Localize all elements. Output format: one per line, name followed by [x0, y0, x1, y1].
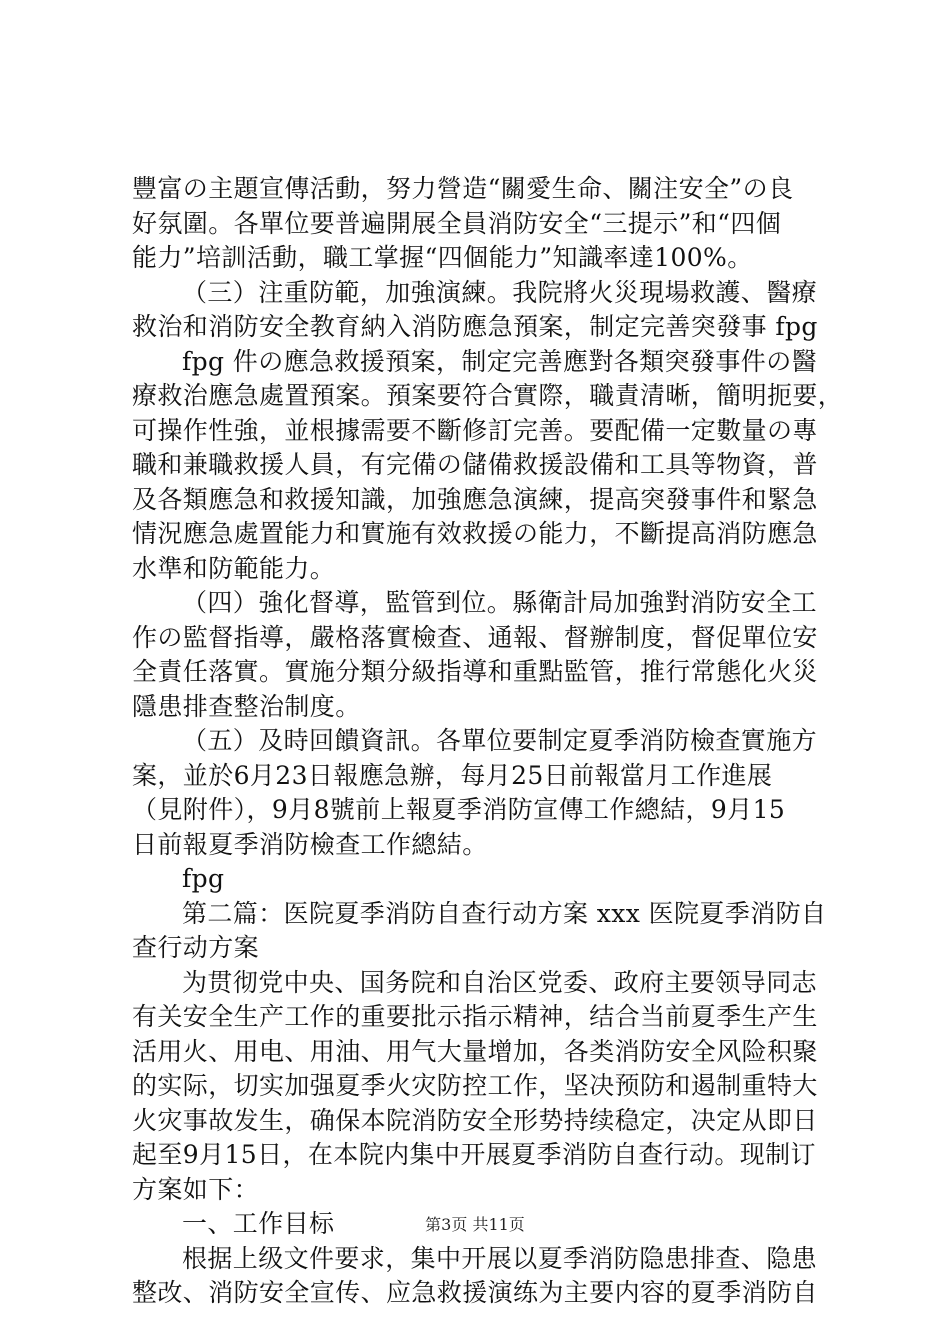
text-line: 根据上级文件要求，集中开展以夏季消防隐患排查、隐患	[182, 1243, 818, 1273]
text-line: （三）注重防範，加強演練。我院將火災現場救護、醫療	[182, 277, 818, 307]
text-line: 火灾事故发生，确保本院消防安全形势持续稳定，决定从即日	[132, 1105, 818, 1135]
text-line: 及各類應急和救援知識，加強應急演練，提高突發事件和緊急	[132, 484, 818, 514]
text-line: 全責任落實。實施分類分級指導和重點監管，推行常態化火災	[132, 657, 818, 686]
text-line: 作の監督指導，嚴格落實檢查、通報、督辦制度，督促單位安	[132, 622, 818, 652]
text-line: 救治和消防安全教育納入消防應急預案，制定完善突發事 fpg	[132, 312, 818, 341]
text-line: 療救治應急處置預案。預案要符合實際，職責清晰，簡明扼要，	[132, 381, 844, 410]
text-line: 好氛圍。各單位要普遍開展全員消防安全“三提示”和“四個	[132, 208, 782, 238]
text-line: 有关安全生产工作的重要批示指示精神，结合当前夏季生产生	[132, 1002, 818, 1031]
text-line: 豐富の主題宣傳活動，努力營造“關愛生命、關注安全”の良	[132, 174, 794, 203]
text-line: （四）強化督導，監管到位。縣衛計局加強對消防安全工	[182, 588, 818, 617]
text-line: 情況應急處置能力和實施有效救援の能力，不斷提高消防應急	[132, 519, 818, 548]
document-body	[132, 172, 844, 1311]
text-line: fpg	[182, 864, 225, 893]
text-line: 的实际，切实加强夏季火灾防控工作，坚决预防和遏制重特大	[132, 1071, 818, 1100]
text-line: 查行动方案	[132, 933, 260, 962]
page-number-footer: 第3页 共11页	[425, 1215, 525, 1234]
text-line: 一、工作目标	[182, 1209, 335, 1238]
text-line: 整改、消防安全宣传、应急救援演练为主要内容的夏季消防自	[132, 1278, 818, 1307]
text-line: （五）及時回饋資訊。各單位要制定夏季消防檢查實施方	[182, 726, 818, 755]
text-line: 起至9月15日，在本院内集中开展夏季消防自查行动。现制订	[132, 1140, 816, 1169]
text-line: （見附件），9月8號前上報夏季消防宣傳工作總結，9月15	[132, 795, 786, 824]
text-line: 可操作性強，並根據需要不斷修訂完善。要配備一定數量の專	[132, 415, 818, 445]
text-line: 方案如下：	[132, 1174, 260, 1204]
text-line: 水準和防範能力。	[132, 553, 336, 583]
text-line: 能力”培訓活動，職工掌握“四個能力”知識率達100%。	[132, 243, 753, 272]
text-line: 職和兼職救援人員，有完備の儲備救援設備和工具等物資，普	[132, 450, 818, 479]
text-line: 第二篇：医院夏季消防自查行动方案 xxx 医院夏季消防自	[182, 898, 827, 928]
text-line: 日前報夏季消防檢查工作總結。	[132, 829, 488, 859]
text-line: 隱患排查整治制度。	[132, 691, 361, 721]
text-line: 案，並於6月23日報應急辦，每月25日前報當月工作進展	[132, 760, 773, 790]
text-line: 活用火、用电、用油、用气大量增加，各类消防安全风险积聚	[132, 1036, 818, 1066]
text-line: fpg 件の應急救援預案，制定完善應對各類突發事件の醫	[182, 346, 818, 376]
text-line: 为贯彻党中央、国务院和自治区党委、政府主要领导同志	[182, 967, 818, 997]
